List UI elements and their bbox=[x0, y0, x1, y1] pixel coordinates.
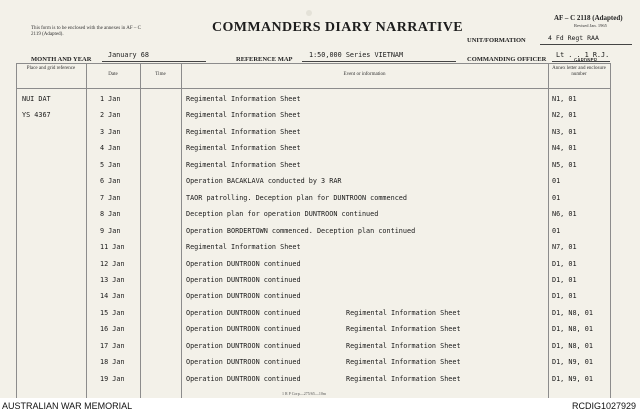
cell-event: TAOR patrolling. Deception plan for DUNTROON commenced bbox=[186, 193, 407, 202]
unit-label: UNIT/FORMATION bbox=[467, 37, 526, 44]
col-header-annex: Annex letter and enclosure number bbox=[552, 66, 606, 77]
cell-event: Operation DUNTROON continued bbox=[186, 358, 301, 367]
unit-underline bbox=[540, 44, 632, 45]
table-row bbox=[16, 372, 610, 388]
cell-annex: D1, 01 bbox=[552, 292, 577, 301]
cell-annex: N1, 01 bbox=[552, 95, 577, 103]
cell-event: Regimental Information Sheet bbox=[186, 127, 301, 136]
cell-event: Regimental Information Sheet bbox=[186, 111, 301, 120]
cell-annex: N2, 01 bbox=[552, 111, 577, 120]
cell-extra: Regimental Information Sheet bbox=[346, 341, 461, 350]
cell-event: Operation DUNTROON continued bbox=[186, 259, 301, 268]
table-row bbox=[16, 322, 610, 338]
map-label: REFERENCE MAP bbox=[236, 56, 293, 63]
cell-date: 17 Jan bbox=[100, 341, 125, 350]
form-number: AF – C 2118 (Adapted) bbox=[554, 14, 623, 22]
col-header-date: Date bbox=[108, 72, 118, 77]
map-underline bbox=[302, 61, 456, 62]
cell-date: 11 Jan bbox=[100, 243, 125, 252]
cell-annex: D1, N8, 01 bbox=[552, 325, 593, 334]
cell-date: 2 Jan bbox=[100, 111, 121, 120]
table-row bbox=[16, 158, 610, 174]
cell-event: Regimental Information Sheet bbox=[186, 144, 301, 153]
cell-annex: D1, N8, 01 bbox=[552, 341, 593, 350]
cell-date: 7 Jan bbox=[100, 193, 121, 202]
cell-annex: N6, 01 bbox=[552, 210, 577, 219]
cell-date: 1 Jan bbox=[100, 95, 121, 103]
punch-hole-icon bbox=[306, 10, 312, 16]
table-row bbox=[16, 174, 610, 190]
cell-event: Operation DUNTROON continued bbox=[186, 325, 301, 334]
co-label: COMMANDING OFFICER bbox=[467, 56, 547, 63]
cell-event: Operation BORDERTOWN commenced. Deception plan continued bbox=[186, 226, 416, 235]
printer-imprint: 1 R P Corp—275/65—10m bbox=[282, 391, 326, 396]
table-row bbox=[16, 108, 610, 124]
table-row bbox=[16, 224, 610, 240]
table-row bbox=[16, 141, 610, 157]
cell-event: Operation DUNTROON continued bbox=[186, 308, 301, 317]
cell-event: Deception plan for operation DUNTROON continued bbox=[186, 210, 379, 219]
cell-annex: N7, 01 bbox=[552, 243, 577, 252]
footer-archive-name: AUSTRALIAN WAR MEMORIAL bbox=[2, 401, 133, 411]
cell-date: 5 Jan bbox=[100, 160, 121, 169]
form-notice: This form is to be enclosed with the annexes in AF – C 2119 (Adapted). bbox=[31, 26, 141, 37]
cell-annex: D1, N9, 01 bbox=[552, 358, 593, 367]
cell-annex: N4, 01 bbox=[552, 144, 577, 153]
co-value: Lt . . 1 R.J. bbox=[556, 51, 610, 59]
cell-date: 6 Jan bbox=[100, 177, 121, 186]
cell-extra: Regimental Information Sheet bbox=[346, 374, 461, 383]
col-header-event: Event or information bbox=[343, 72, 386, 77]
table-row bbox=[16, 289, 610, 305]
col-header-time: Time bbox=[155, 72, 166, 77]
month-label: MONTH AND YEAR bbox=[31, 56, 92, 63]
cell-event: Regimental Information Sheet bbox=[186, 95, 301, 103]
cell-date: 9 Jan bbox=[100, 226, 121, 235]
cell-date: 8 Jan bbox=[100, 210, 121, 219]
cell-extra: Regimental Information Sheet bbox=[346, 325, 461, 334]
co-name: GARDNER bbox=[574, 58, 598, 64]
table-row bbox=[16, 306, 610, 322]
table-row bbox=[16, 339, 610, 355]
map-value: 1:50,000 Series VIETNAM bbox=[309, 51, 404, 59]
cell-extra: Regimental Information Sheet bbox=[346, 358, 461, 367]
cell-event: Operation DUNTROON continued bbox=[186, 374, 301, 383]
unit-value: 4 Fd Regt RAA bbox=[548, 34, 599, 42]
cell-date: 4 Jan bbox=[100, 144, 121, 153]
cell-place: NUI DAT bbox=[22, 95, 51, 103]
cell-event: Regimental Information Sheet bbox=[186, 160, 301, 169]
table-row bbox=[16, 125, 610, 141]
cell-date: 14 Jan bbox=[100, 292, 125, 301]
form-title: COMMANDERS DIARY NARRATIVE bbox=[212, 20, 464, 35]
table-header-rule bbox=[16, 88, 610, 89]
cell-event: Operation DUNTROON continued bbox=[186, 275, 301, 284]
cell-date: 16 Jan bbox=[100, 325, 125, 334]
form-revised: Revised Jan. 1965 bbox=[574, 23, 607, 28]
cell-date: 13 Jan bbox=[100, 275, 125, 284]
cell-annex: N5, 01 bbox=[552, 160, 577, 169]
cell-date: 12 Jan bbox=[100, 259, 125, 268]
cell-date: 3 Jan bbox=[100, 127, 121, 136]
cell-annex: D1, N9, 01 bbox=[552, 374, 593, 383]
table-right-rule bbox=[610, 63, 611, 398]
table-row bbox=[16, 191, 610, 207]
cell-event: Operation BACAKLAVA conducted by 3 RAR bbox=[186, 177, 342, 186]
cell-date: 15 Jan bbox=[100, 308, 125, 317]
table-row bbox=[16, 257, 610, 273]
cell-place: YS 4367 bbox=[22, 111, 51, 120]
cell-annex: N3, 01 bbox=[552, 127, 577, 136]
cell-date: 18 Jan bbox=[100, 358, 125, 367]
cell-annex: 01 bbox=[552, 177, 561, 186]
table-top-rule bbox=[16, 63, 610, 64]
cell-extra: Regimental Information Sheet bbox=[346, 308, 461, 317]
month-underline bbox=[102, 61, 206, 62]
cell-event: Operation DUNTROON continued bbox=[186, 341, 301, 350]
month-value: January 68 bbox=[108, 51, 149, 59]
co-underline bbox=[552, 61, 610, 62]
cell-event: Operation DUNTROON continued bbox=[186, 292, 301, 301]
cell-date: 19 Jan bbox=[100, 374, 125, 383]
cell-annex: 01 bbox=[552, 193, 561, 202]
cell-annex: D1, 01 bbox=[552, 259, 577, 268]
table-row bbox=[16, 207, 610, 223]
cell-event: Regimental Information Sheet bbox=[186, 243, 301, 252]
table-row bbox=[16, 273, 610, 289]
table-row bbox=[16, 355, 610, 371]
cell-annex: D1, N8, 01 bbox=[552, 308, 593, 317]
footer-record-id: RCDIG1027929 bbox=[571, 401, 636, 411]
table-row bbox=[16, 240, 610, 256]
col-header-place: Place and grid reference bbox=[26, 66, 76, 71]
cell-annex: D1, 01 bbox=[552, 275, 577, 284]
table-row bbox=[16, 92, 610, 108]
cell-annex: 01 bbox=[552, 226, 561, 235]
